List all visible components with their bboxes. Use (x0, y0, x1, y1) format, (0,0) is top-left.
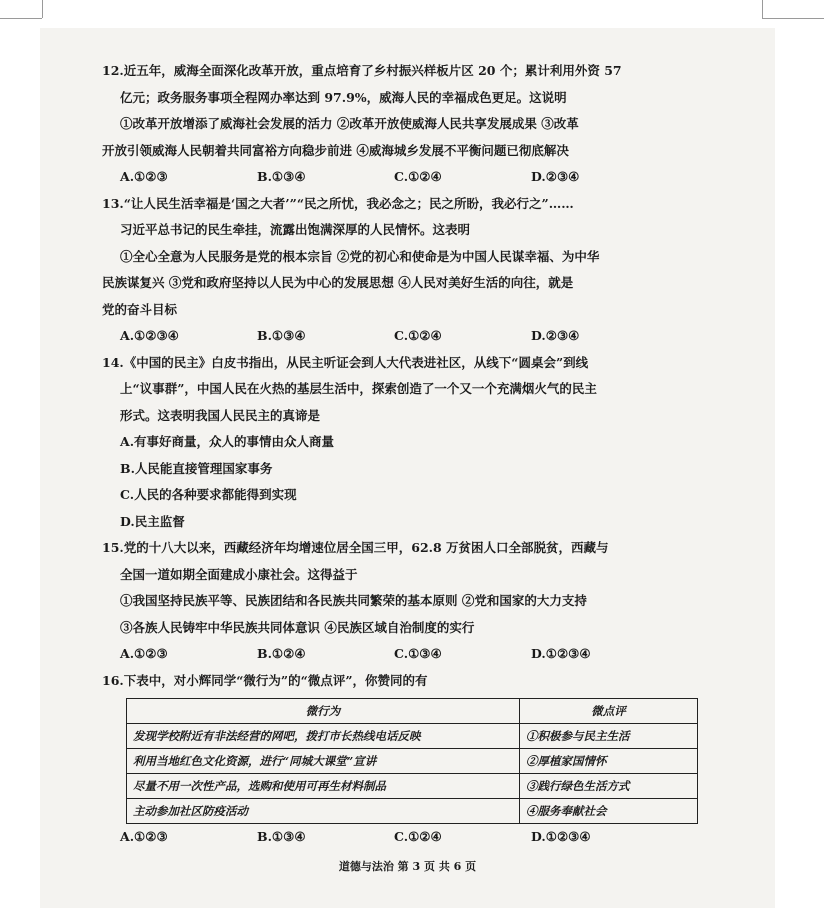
q12-option-d[interactable]: D.②③④ (531, 169, 580, 184)
q12-statements-line-1: ①改革开放增添了威海社会发展的活力 ②改革开放使威海人民共享发展成果 ③改革 (120, 116, 579, 131)
q16-options (102, 824, 702, 851)
question-15 (102, 535, 702, 668)
table-row (127, 724, 698, 749)
q13-stem-line-1: 13.“让人民生活幸福是‘国之大者’”“民之所忧，我必念之；民之所盼，我必行之”…… (102, 195, 574, 211)
table-header-behavior: 微行为 (127, 699, 520, 724)
question-16 (102, 668, 702, 851)
table-row (127, 774, 698, 799)
table-header-row (127, 699, 698, 724)
table-cell-behavior: 利用当地红色文化资源，进行“同城大课堂”宣讲 (127, 749, 520, 774)
table-cell-behavior: 主动参加社区防疫活动 (127, 799, 520, 824)
table-row (127, 799, 698, 824)
q14-stem-line-1: 14.《中国的民主》白皮书指出，从民主听证会到人大代表进社区，从线下“圆桌会”到线 (102, 354, 589, 370)
q12-options (102, 164, 702, 191)
q16-option-c[interactable]: C.①②④ (394, 829, 442, 844)
table-cell-behavior: 发现学校附近有非法经营的网吧，拨打市长热线电话反映 (127, 724, 520, 749)
q12-option-c[interactable]: C.①②④ (394, 169, 442, 184)
question-12 (102, 58, 702, 191)
q13-option-d[interactable]: D.②③④ (531, 328, 580, 343)
table-cell-behavior: 尽量不用一次性产品，选购和使用可再生材料制品 (127, 774, 520, 799)
q14-option-b[interactable]: B.人民能直接管理国家事务 (120, 460, 273, 476)
q12-option-a[interactable]: A.①②③ (120, 169, 168, 184)
q15-option-b[interactable]: B.①②④ (257, 646, 306, 661)
table-cell-comment: ①积极参与民主生活 (520, 724, 698, 749)
q16-table (126, 698, 698, 824)
table-cell-comment: ③践行绿色生活方式 (520, 774, 698, 799)
q16-option-d[interactable]: D.①②③④ (531, 829, 591, 844)
q15-statements-line-1: ①我国坚持民族平等、民族团结和各民族共同繁荣的基本原则 ②党和国家的大力支持 (120, 593, 587, 608)
q13-stem-line-2: 习近平总书记的民生牵挂，流露出饱满深厚的人民情怀。这表明 (120, 222, 471, 237)
exam-page (40, 28, 775, 908)
crop-mark-top-left-vertical (42, 0, 43, 18)
question-13 (102, 191, 702, 350)
q15-options (102, 641, 702, 668)
q12-statements-line-2: 开放引领威海人民朝着共同富裕方向稳步前进 ④威海城乡发展不平衡问题已彻底解决 (102, 142, 569, 158)
q13-statements-line-2: 民族谋复兴 ③党和政府坚持以人民为中心的发展思想 ④人民对美好生活的向往，就是 (102, 275, 574, 290)
q15-option-c[interactable]: C.①③④ (394, 646, 442, 661)
q14-stem-line-2: 上“议事群”，中国人民在火热的基层生活中，探索创造了一个又一个充满烟火气的民主 (120, 381, 597, 396)
q13-option-a[interactable]: A.①②③④ (120, 328, 179, 343)
q15-option-a[interactable]: A.①②③ (120, 646, 168, 661)
q14-option-a[interactable]: A.有事好商量，众人的事情由众人商量 (120, 434, 335, 449)
question-14 (102, 350, 702, 536)
q12-stem-line-1: 12.近五年，威海全面深化改革开放，重点培育了乡村振兴样板片区 20 个；累计利用外资 57 (102, 63, 622, 78)
crop-mark-top-left-horizontal (0, 18, 42, 19)
q12-option-b[interactable]: B.①③④ (257, 169, 306, 184)
q14-option-c[interactable]: C.人民的各种要求都能得到实现 (120, 487, 297, 502)
q14-option-d[interactable]: D.民主监督 (120, 513, 185, 529)
q15-statements-line-2: ③各族人民铸牢中华民族共同体意识 ④民族区域自治制度的实行 (120, 619, 475, 635)
crop-mark-top-right-horizontal (762, 18, 824, 19)
q13-options (102, 323, 702, 350)
page-footer: 道德与法治 第 3 页 共 6 页 (338, 860, 477, 873)
q13-statements-line-3: 党的奋斗目标 (102, 301, 178, 317)
q14-stem-line-3: 形式。这表明我国人民民主的真谛是 (120, 407, 321, 423)
q15-stem-line-2: 全国一道如期全面建成小康社会。这得益于 (120, 566, 358, 582)
table-cell-comment: ②厚植家国情怀 (520, 749, 698, 774)
table-row (127, 749, 698, 774)
q16-stem: 16.下表中，对小辉同学“微行为”的“微点评”，你赞同的有 (102, 672, 428, 688)
q16-option-b[interactable]: B.①③④ (257, 829, 306, 844)
table-cell-comment: ④服务奉献社会 (520, 799, 698, 824)
q15-option-d[interactable]: D.①②③④ (531, 646, 591, 661)
q15-stem-line-1: 15.党的十八大以来，西藏经济年均增速位居全国三甲，62.8 万贫困人口全部脱贫，西藏与 (102, 540, 609, 555)
q12-stem-line-2: 亿元；政务服务事项全程网办率达到 97.9%，威海人民的幸福成色更足。这说明 (120, 89, 567, 105)
q13-statements-line-1: ①全心全意为人民服务是党的根本宗旨 ②党的初心和使命是为中国人民谋幸福、为中华 (120, 248, 600, 264)
q13-option-c[interactable]: C.①②④ (394, 328, 442, 343)
page-content (102, 58, 702, 851)
q13-option-b[interactable]: B.①③④ (257, 328, 306, 343)
table-header-comment: 微点评 (520, 699, 698, 724)
crop-mark-top-right-vertical (762, 0, 763, 18)
q16-option-a[interactable]: A.①②③ (120, 829, 168, 844)
